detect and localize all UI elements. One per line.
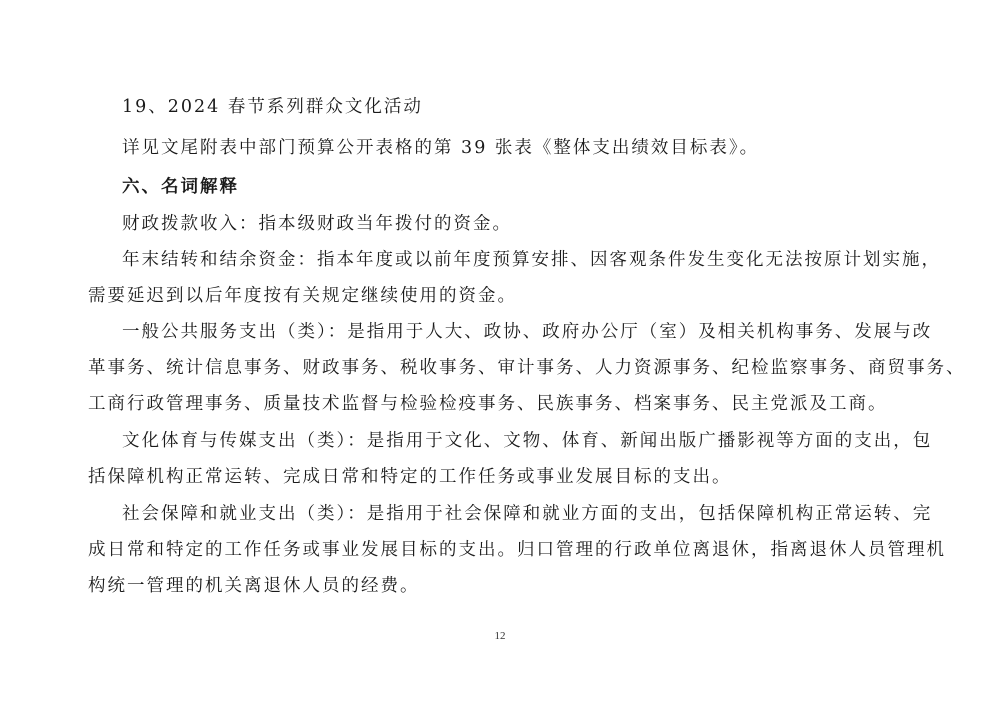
paragraph-line: 年末结转和结余资金：指本年度或以前年度预算安排、因客观条件发生变化无法按原计划实施，	[122, 250, 941, 270]
paragraph-line: 文化体育与传媒支出（类）：是指用于文化、文物、体育、新闻出版广播影视等方面的支出，包	[122, 431, 933, 451]
paragraph-line: 社会保障和就业支出（类）：是指用于社会保障和就业方面的支出，包括保障机构正常运转、完	[122, 504, 933, 524]
item-heading-19: 19、2024 春节系列群众文化活动	[122, 97, 423, 117]
section-heading: 六、名词解释	[122, 177, 239, 197]
paragraph-line: 详见文尾附表中部门预算公开表格的第 39 张表《整体支出绩效目标表》。	[122, 138, 760, 158]
page-number: 12	[494, 630, 506, 642]
paragraph-line: 构统一管理的机关离退休人员的经费。	[88, 576, 420, 596]
paragraph-line: 需要延迟到以后年度按有关规定继续使用的资金。	[88, 286, 517, 306]
paragraph-line: 工商行政管理事务、质量技术监督与检验检疫事务、民族事务、档案事务、民主党派及工商。	[88, 394, 888, 414]
paragraph-line: 括保障机构正常运转、完成日常和特定的工作任务或事业发展目标的支出。	[88, 467, 732, 487]
paragraph-line: 财政拨款收入：指本级财政当年拨付的资金。	[122, 214, 512, 234]
paragraph-line: 一般公共服务支出（类）：是指用于人大、政协、政府办公厅（室）及相关机构事务、发展与改	[122, 322, 933, 342]
paragraph-line: 革事务、统计信息事务、财政事务、税收事务、审计事务、人力资源事务、纪检监察事务、商贸事务、	[88, 358, 966, 378]
paragraph-line: 成日常和特定的工作任务或事业发展目标的支出。归口管理的行政单位离退休，指离退休人员管理机	[88, 540, 946, 560]
